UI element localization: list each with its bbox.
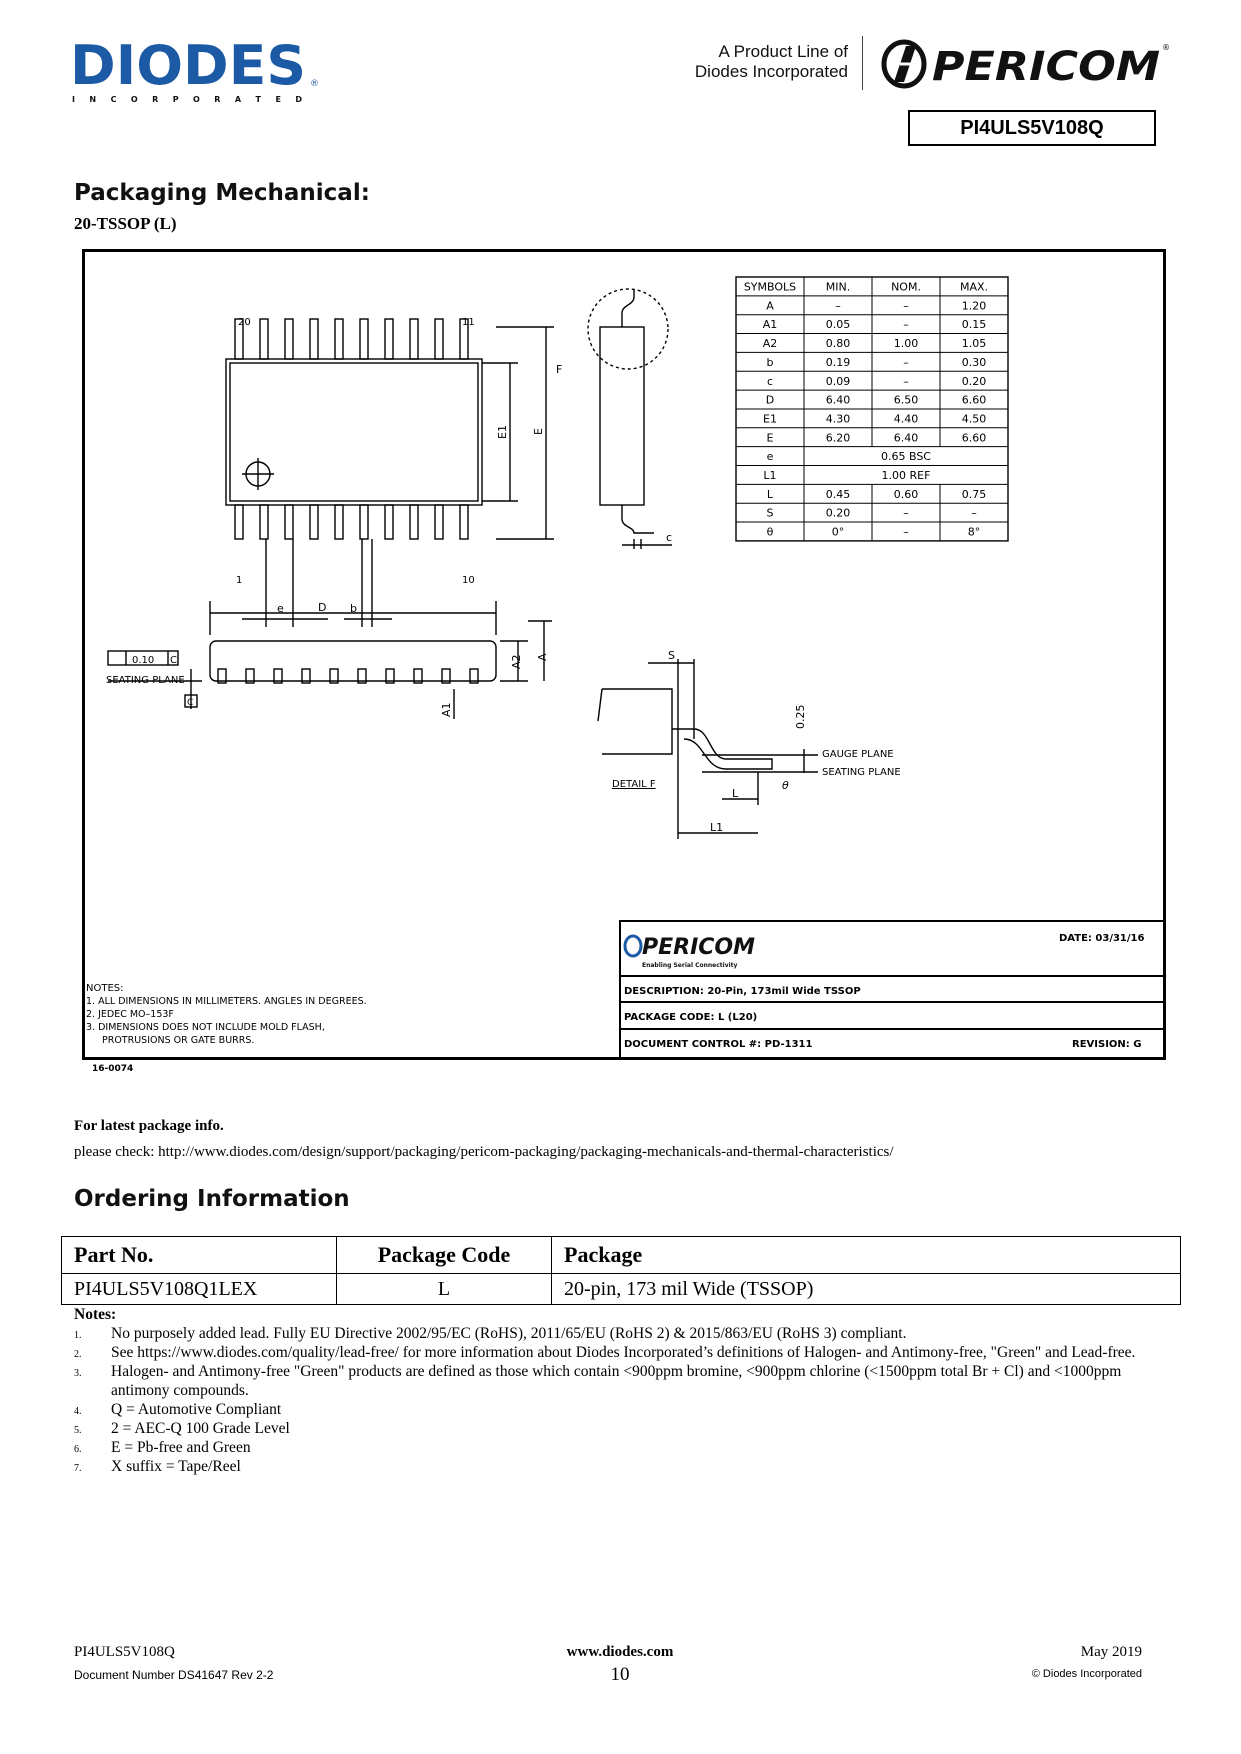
label-e1: E1 bbox=[496, 425, 509, 439]
header-separator bbox=[862, 36, 863, 90]
list-item: 3. Halogen- and Antimony-free "Green" products are defined as those which contain <900ppm bromine, <900ppm chlorine (<1500ppm total Br + Cl) and <1000ppm antimony compounds. bbox=[74, 1363, 1122, 1399]
dimension-header: NOM. bbox=[891, 280, 921, 294]
label-l1: L1 bbox=[710, 821, 724, 834]
footer-copyright: © Diodes Incorporated bbox=[1031, 1668, 1142, 1680]
dimension-symbol: S bbox=[766, 506, 774, 520]
drawing-note: 3. DIMENSIONS DOES NOT INCLUDE MOLD FLASH, bbox=[86, 1022, 325, 1033]
dimension-symbol: D bbox=[765, 393, 775, 407]
package-pin bbox=[360, 319, 368, 359]
dimension-value: 0.65 BSC bbox=[880, 450, 932, 464]
label-a1: A1 bbox=[440, 702, 453, 717]
dimension-value: 8° bbox=[967, 525, 981, 539]
dimension-value: – bbox=[903, 299, 909, 313]
header-package: Package bbox=[552, 1237, 1181, 1274]
label-e-big: E bbox=[532, 428, 545, 435]
list-item: 7. X suffix = Tape/Reel bbox=[74, 1458, 241, 1475]
cell-part-no: PI4ULS5V108Q1LEX bbox=[62, 1274, 337, 1305]
dimension-value: 0.05 bbox=[825, 318, 851, 332]
dimension-value: 0.30 bbox=[961, 355, 987, 369]
dimension-symbol: c bbox=[766, 374, 774, 388]
datum-c: C bbox=[187, 698, 194, 708]
gauge-plane-label: GAUGE PLANE bbox=[822, 749, 894, 760]
part-number-box: PI4ULS5V108Q bbox=[908, 110, 1156, 146]
dimension-value: – bbox=[903, 355, 909, 369]
title-block-logo bbox=[625, 935, 755, 969]
package-pin bbox=[260, 505, 268, 539]
dimension-value: 4.30 bbox=[825, 412, 851, 426]
list-item: 2. See https://www.diodes.com/quality/lead-free/ for more information about Diodes Incorporated’s definitions of Halogen- and Antimony-free, "Green" and Lead-free. bbox=[74, 1344, 1136, 1361]
dimension-value: 1.05 bbox=[961, 337, 987, 351]
package-pin bbox=[460, 505, 468, 539]
dimension-value: 0.09 bbox=[825, 374, 851, 388]
title-block-logo-text: PERICOM bbox=[642, 935, 756, 960]
list-item: 5. 2 = AEC-Q 100 Grade Level bbox=[74, 1420, 290, 1437]
pin-label-20: 20 bbox=[238, 317, 251, 328]
list-item: 4. Q = Automotive Compliant bbox=[74, 1401, 282, 1418]
dimension-value: – bbox=[903, 506, 909, 520]
ordering-notes-title: Notes: bbox=[74, 1306, 117, 1323]
dimension-value: 6.20 bbox=[825, 431, 851, 445]
svg-text:®: ® bbox=[310, 79, 319, 89]
package-pin bbox=[435, 319, 443, 359]
dimension-value: 0.20 bbox=[825, 506, 851, 520]
title-block-revision: REVISION: G bbox=[1072, 1039, 1142, 1050]
title-block-description: DESCRIPTION: 20-Pin, 173mil Wide TSSOP bbox=[624, 986, 861, 997]
package-pin bbox=[235, 505, 243, 539]
svg-text:DIODES: DIODES bbox=[70, 36, 306, 97]
package-pin bbox=[360, 505, 368, 539]
package-drawing bbox=[82, 249, 1166, 1061]
package-pin bbox=[410, 505, 418, 539]
ordering-notes bbox=[74, 1305, 1164, 1476]
dimension-symbol: e bbox=[766, 450, 774, 464]
label-s: S bbox=[668, 649, 675, 662]
drawing-note: 1. ALL DIMENSIONS IN MILLIMETERS. ANGLES IN DEGREES. bbox=[86, 996, 367, 1007]
drawing-id: 16-0074 bbox=[92, 1064, 134, 1074]
dimension-value: 0.19 bbox=[825, 355, 851, 369]
drawing-note: 2. JEDEC MO–153F bbox=[86, 1009, 174, 1020]
table-row bbox=[62, 1274, 1181, 1305]
dimension-value: – bbox=[971, 506, 977, 520]
list-item: 1. No purposely added lead. Fully EU Directive 2002/95/EC (RoHS), 2011/65/EU (RoHS 2) & 2015/863/EU (RoHS 3) compliant. bbox=[74, 1325, 907, 1342]
tagline bbox=[672, 42, 848, 82]
package-pin bbox=[385, 505, 393, 539]
dimension-header: SYMBOLS bbox=[743, 280, 797, 294]
footer-page-number: 10 bbox=[610, 1664, 630, 1685]
tolerance-value: 0.10 bbox=[132, 655, 155, 666]
svg-text:I N C O R P O R A T E D: I N C O R P O R A T E D bbox=[72, 95, 302, 104]
latest-info-label: For latest package info. bbox=[74, 1118, 224, 1134]
footer-part: PI4ULS5V108Q bbox=[74, 1644, 175, 1660]
list-item: 6. E = Pb-free and Green bbox=[74, 1439, 251, 1456]
detail-f-view bbox=[598, 659, 818, 839]
title-block-document-control: DOCUMENT CONTROL #: PD-1311 bbox=[624, 1039, 813, 1050]
dimension-value: 6.50 bbox=[893, 393, 919, 407]
tagline-line2: Diodes Incorporated bbox=[694, 62, 848, 81]
title-block-date: DATE: 03/31/16 bbox=[1059, 933, 1145, 944]
dimension-value: 1.20 bbox=[961, 299, 987, 313]
dimension-value: 1.00 REF bbox=[881, 469, 931, 482]
seating-plane-detail-label: SEATING PLANE bbox=[822, 767, 901, 778]
header-package-code: Package Code bbox=[337, 1237, 552, 1274]
dimension-value: – bbox=[903, 318, 909, 332]
pin-label-1: 1 bbox=[236, 575, 243, 586]
dimension-symbol: A2 bbox=[762, 337, 778, 351]
package-pin bbox=[310, 505, 318, 539]
label-l: L bbox=[732, 787, 739, 800]
package-pin bbox=[260, 319, 268, 359]
dimension-symbol: A bbox=[766, 299, 774, 313]
svg-text:®: ® bbox=[1162, 43, 1170, 52]
dimension-value: 6.60 bbox=[961, 393, 987, 407]
package-pin bbox=[310, 319, 318, 359]
package-pin bbox=[435, 505, 443, 539]
dimension-value: 0.20 bbox=[961, 374, 987, 388]
pin-label-11: 11 bbox=[462, 317, 475, 328]
dimension-value: 0.45 bbox=[825, 487, 851, 501]
top-view bbox=[226, 319, 554, 627]
dimension-symbol: A1 bbox=[762, 318, 778, 332]
package-pin bbox=[410, 319, 418, 359]
packaging-title: Packaging Mechanical: bbox=[74, 180, 370, 206]
label-theta: θ bbox=[782, 779, 789, 792]
tagline-line1: A Product Line of bbox=[718, 42, 848, 61]
dimension-symbol: L bbox=[766, 487, 774, 501]
dimension-symbol: E1 bbox=[763, 412, 777, 426]
package-pin bbox=[385, 319, 393, 359]
dimension-value: 0° bbox=[831, 525, 845, 539]
label-a2: A2 bbox=[510, 654, 523, 669]
svg-text:PERICOM: PERICOM bbox=[932, 44, 1160, 90]
package-pin bbox=[285, 319, 293, 359]
dimension-value: 0.60 bbox=[893, 487, 919, 501]
dimension-value: 6.40 bbox=[893, 431, 919, 445]
title-block-package-code: PACKAGE CODE: L (L20) bbox=[624, 1012, 758, 1023]
dimension-symbol: θ bbox=[766, 525, 774, 539]
footer-date: May 2019 bbox=[1080, 1644, 1142, 1660]
dimension-value: 4.50 bbox=[961, 412, 987, 426]
seating-plane-label: SEATING PLANE bbox=[106, 675, 185, 686]
dimension-value: 1.00 bbox=[893, 337, 919, 351]
dimension-value: – bbox=[903, 374, 909, 388]
dimension-value: – bbox=[835, 299, 841, 313]
label-f: F bbox=[556, 363, 563, 376]
tolerance-ref: C bbox=[170, 655, 177, 666]
latest-info-text: please check: http://www.diodes.com/design/support/packaging/pericom-packaging/packaging-mechanicals-and-thermal-characteristics/ bbox=[74, 1144, 894, 1160]
dimension-value: 6.40 bbox=[825, 393, 851, 407]
dimension-symbol: b bbox=[766, 355, 774, 369]
drawing-note: PROTRUSIONS OR GATE BURRS. bbox=[102, 1035, 255, 1046]
pericom-logo bbox=[880, 36, 1170, 92]
label-a: A bbox=[536, 653, 549, 661]
dimension-table bbox=[736, 277, 1008, 541]
dimension-value: 0.80 bbox=[825, 337, 851, 351]
package-pin bbox=[285, 505, 293, 539]
drawing-notes-title: NOTES: bbox=[86, 983, 124, 994]
label-e-pitch: e bbox=[277, 602, 284, 615]
package-pin bbox=[335, 505, 343, 539]
dimension-symbol: E bbox=[766, 431, 774, 445]
dimension-value: 6.60 bbox=[961, 431, 987, 445]
title-block-logo-sub: Enabling Serial Connectivity bbox=[642, 962, 738, 969]
footer-doc-number: Document Number DS41647 Rev 2-2 bbox=[74, 1668, 274, 1682]
footer-website[interactable]: www.diodes.com bbox=[566, 1644, 674, 1660]
label-gauge: 0.25 bbox=[794, 704, 807, 729]
drawing-notes bbox=[86, 996, 367, 1046]
cell-package: 20-pin, 173 mil Wide (TSSOP) bbox=[552, 1274, 1181, 1305]
dimension-header: MAX. bbox=[959, 280, 989, 294]
diodes-logo bbox=[70, 36, 322, 106]
ordering-table bbox=[61, 1236, 1181, 1305]
packaging-subtitle: 20-TSSOP (L) bbox=[74, 214, 177, 233]
ordering-title: Ordering Information bbox=[74, 1186, 350, 1212]
detail-f-label: DETAIL F bbox=[612, 779, 656, 790]
dimension-value: 0.75 bbox=[961, 487, 987, 501]
dimension-value: 0.15 bbox=[961, 318, 987, 332]
label-d: D bbox=[318, 601, 327, 614]
cell-package-code: L bbox=[337, 1274, 552, 1305]
header-part-no: Part No. bbox=[62, 1237, 337, 1274]
dimension-value: – bbox=[903, 525, 909, 539]
dimension-header: MIN. bbox=[825, 280, 851, 294]
dimension-value: 4.40 bbox=[893, 412, 919, 426]
label-c: c bbox=[666, 531, 673, 544]
ordering-header-row bbox=[62, 1237, 1181, 1274]
label-b: b bbox=[350, 602, 357, 615]
pin-label-10: 10 bbox=[462, 575, 475, 586]
dimension-symbol: L1 bbox=[763, 469, 777, 482]
package-pin bbox=[335, 319, 343, 359]
side-view bbox=[588, 289, 672, 549]
